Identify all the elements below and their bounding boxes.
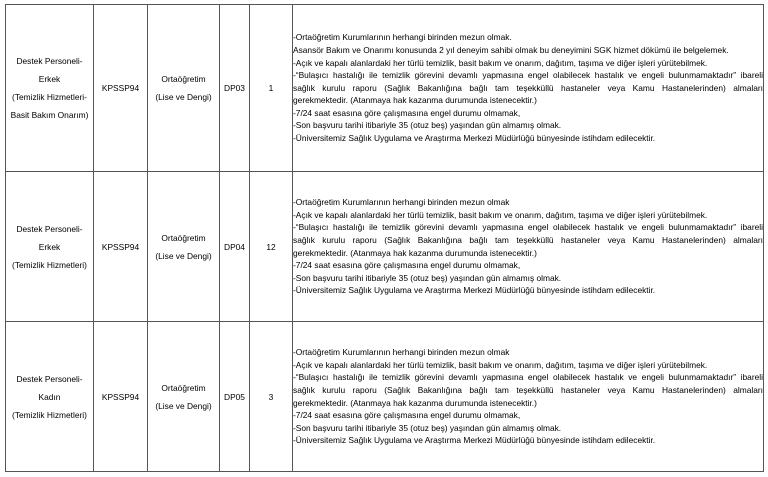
table-row bbox=[6, 172, 764, 322]
table-row bbox=[6, 322, 764, 472]
requirement-line: sağlık kurulu raporu (Sağlık Bakanlığına bağlı tam teşekküllü hastaneler veya Kamu Hastanelerinden) almaları bbox=[293, 82, 763, 93]
position-title-line: Kadın bbox=[38, 391, 61, 402]
requirement-line: -Üniversitemiz Sağlık Uygulama ve Araştırma Merkezi Müdürlüğü bünyesinde istihdam edilecektir. bbox=[293, 285, 656, 296]
requirements-cell bbox=[293, 5, 764, 172]
requirement-line: -“Bulaşıcı hastalığı ile temizlik görevini devamlı yapmasına engel olabilecek hastalık ve engeli bulunmamaktadır” ibareli bbox=[293, 222, 763, 233]
requirement-line: -Ortaöğretim Kurumlarının herhangi birinden mezun olmak bbox=[293, 197, 510, 208]
requirement-line: gerekmektedir. (Atanmaya hak kazanma durumunda istenecektir.) bbox=[293, 397, 537, 408]
position-title-line: Basit Bakım Onarım) bbox=[10, 110, 89, 120]
requirement-line: Asansör Bakım ve Onarımı konusunda 2 yıl deneyim sahibi olmak bu deneyimini SGK hizmet dökümü ile belgelemek. bbox=[293, 44, 729, 55]
kpss-code-cell: KPSSP94 bbox=[94, 322, 148, 472]
position-code-cell: DP04 bbox=[220, 172, 250, 322]
requirement-line: -Ortaöğretim Kurumlarının herhangi birinden mezun olmak bbox=[293, 347, 510, 358]
requirement-line: -Açık ve kapalı alanlardaki her türlü temizlik, basit bakım ve onarım, dağıtım, taşıma ve diğer işleri yürütebilmek. bbox=[293, 359, 708, 370]
position-title-cell bbox=[6, 5, 94, 172]
education-line: (Lise ve Dengi) bbox=[155, 92, 212, 102]
requirements-cell bbox=[293, 322, 764, 472]
requirements-cell bbox=[293, 172, 764, 322]
education-line: (Lise ve Dengi) bbox=[155, 250, 212, 261]
position-title-line: (Temizlik Hizmetleri) bbox=[12, 409, 87, 420]
requirement-line: -“Bulaşıcı hastalığı ile temizlik görevini devamlı yapmasına engel olabilecek hastalık ve engeli bulunmamaktadır” ibareli bbox=[293, 70, 763, 81]
requirement-line: -Üniversitemiz Sağlık Uygulama ve Araştırma Merkezi Müdürlüğü bünyesinde istihdam edilecektir. bbox=[293, 435, 656, 446]
position-code-cell: DP03 bbox=[220, 5, 250, 172]
position-title-line: Destek Personeli- bbox=[16, 223, 83, 234]
position-count-cell: 3 bbox=[250, 322, 293, 472]
table-row bbox=[6, 5, 764, 172]
requirement-line: gerekmektedir. (Atanmaya hak kazanma durumunda istenecektir.) bbox=[293, 247, 537, 258]
position-title-line: Destek Personeli- bbox=[16, 373, 83, 384]
requirement-line: -Son başvuru tarihi itibariyle 35 (otuz beş) yaşından gün almamış olmak. bbox=[293, 120, 562, 131]
requirement-line: gerekmektedir. (Atanmaya hak kazanma durumunda istenecektir.) bbox=[293, 95, 537, 106]
position-title-cell bbox=[6, 172, 94, 322]
education-cell bbox=[148, 322, 220, 472]
position-title-line: Erkek bbox=[38, 74, 61, 84]
position-title-cell bbox=[6, 322, 94, 472]
positions-table bbox=[5, 4, 764, 472]
requirement-line: -7/24 saat esasına göre çalışmasına engel durumu olmamak, bbox=[293, 410, 521, 421]
education-line: Ortaöğretim bbox=[161, 382, 206, 393]
requirement-line: -Son başvuru tarihi itibariyle 35 (otuz beş) yaşından gün almamış olmak. bbox=[293, 422, 562, 433]
requirement-line: sağlık kurulu raporu (Sağlık Bakanlığına bağlı tam teşekküllü hastaneler veya Kamu Hastanelerinden) almaları bbox=[293, 234, 763, 245]
requirement-line: -“Bulaşıcı hastalığı ile temizlik görevini devamlı yapmasına engel olabilecek hastalık ve engeli bulunmamaktadır” ibareli bbox=[293, 372, 763, 383]
position-count-cell: 1 bbox=[250, 5, 293, 172]
kpss-code-cell: KPSSP94 bbox=[94, 5, 148, 172]
position-code-cell: DP05 bbox=[220, 322, 250, 472]
requirement-line: -7/24 saat esasına göre çalışmasına engel durumu olmamak, bbox=[293, 260, 521, 271]
position-title-line: (Temizlik Hizmetleri- bbox=[12, 92, 87, 102]
requirement-line: -Üniversitemiz Sağlık Uygulama ve Araştırma Merkezi Müdürlüğü bünyesinde istihdam edilecektir. bbox=[293, 133, 656, 144]
education-cell bbox=[148, 5, 220, 172]
position-title-line: Destek Personeli- bbox=[16, 56, 83, 66]
education-line: Ortaöğretim bbox=[161, 74, 206, 84]
requirement-line: -Açık ve kapalı alanlardaki her türlü temizlik, basit bakım ve onarım, dağıtım, taşıma ve diğer işleri yürütebilmek. bbox=[293, 57, 708, 68]
position-count-cell: 12 bbox=[250, 172, 293, 322]
requirement-line: -Açık ve kapalı alanlardaki her türlü temizlik, basit bakım ve onarım, dağıtım, taşıma ve diğer işleri yürütebilmek. bbox=[293, 209, 708, 220]
requirement-line: -Son başvuru tarihi itibariyle 35 (otuz beş) yaşından gün almamış olmak. bbox=[293, 272, 562, 283]
education-line: Ortaöğretim bbox=[161, 232, 206, 243]
requirement-line: sağlık kurulu raporu (Sağlık Bakanlığına bağlı tam teşekküllü hastaneler veya Kamu Hastanelerinden) almaları bbox=[293, 384, 763, 395]
requirement-line: -7/24 saat esasına göre çalışmasına engel durumu olmamak, bbox=[293, 107, 521, 118]
position-title-line: Erkek bbox=[38, 241, 61, 252]
requirement-line: -Ortaöğretim Kurumlarının herhangi birinden mezun olmak. bbox=[293, 32, 512, 43]
position-title-line: (Temizlik Hizmetleri) bbox=[12, 259, 87, 270]
education-cell bbox=[148, 172, 220, 322]
kpss-code-cell: KPSSP94 bbox=[94, 172, 148, 322]
education-line: (Lise ve Dengi) bbox=[155, 400, 212, 411]
